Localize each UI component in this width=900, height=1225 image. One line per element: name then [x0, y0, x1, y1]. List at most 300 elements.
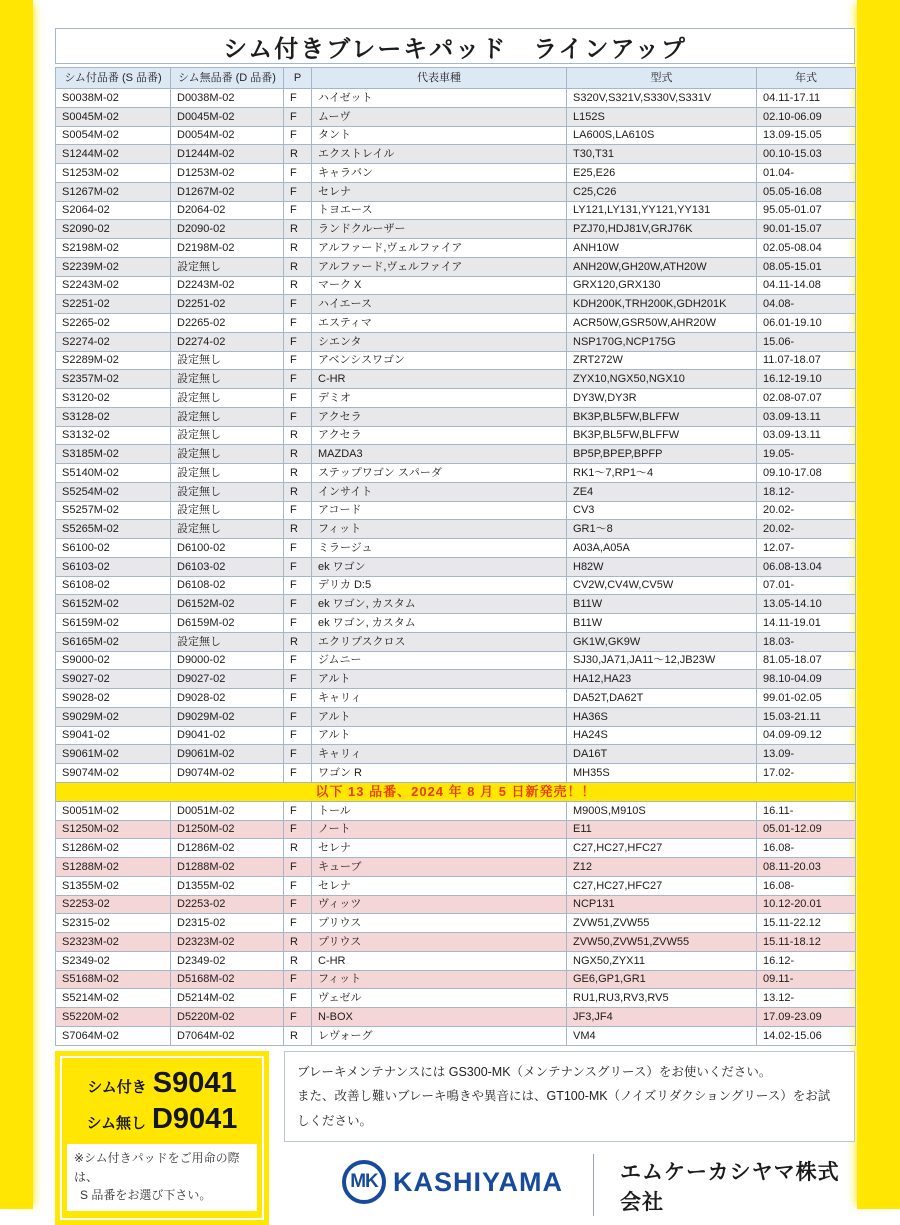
cell-position: R: [284, 951, 312, 970]
table-row: [56, 276, 856, 295]
cell-d-part: D5214M-02: [171, 989, 284, 1008]
cell-d-part: D2349-02: [171, 951, 284, 970]
cell-vehicle: アベンシスワゴン: [312, 351, 567, 370]
cell-year: 12.07-: [757, 539, 856, 558]
cell-model: H82W: [567, 557, 757, 576]
cell-position: F: [284, 539, 312, 558]
cell-vehicle: デミオ: [312, 389, 567, 408]
cell-model: ANH10W: [567, 239, 757, 258]
cell-d-part: D0038M-02: [171, 89, 284, 108]
cell-year: 01.04-: [757, 164, 856, 183]
cell-s-part: S2265-02: [56, 314, 171, 333]
table-row: [56, 689, 856, 708]
table-row: [56, 595, 856, 614]
cell-year: 16.08-: [757, 876, 856, 895]
cell-position: F: [284, 389, 312, 408]
cell-model: ZVW51,ZVW55: [567, 914, 757, 933]
cell-d-part: D2090-02: [171, 220, 284, 239]
cell-position: R: [284, 839, 312, 858]
cell-position: F: [284, 707, 312, 726]
cell-d-part: 設定無し: [171, 351, 284, 370]
cell-vehicle: アルト: [312, 670, 567, 689]
cell-position: R: [284, 257, 312, 276]
table-row: [56, 182, 856, 201]
mk-kashiyama-logo: [342, 1160, 563, 1204]
cell-vehicle: ジムニー: [312, 651, 567, 670]
cell-position: F: [284, 989, 312, 1008]
cell-vehicle: ワゴン R: [312, 764, 567, 783]
cell-position: R: [284, 464, 312, 483]
cell-year: 18.03-: [757, 632, 856, 651]
cell-year: 09.11-: [757, 970, 856, 989]
page-title: シム付きブレーキパッド ラインアップ: [55, 28, 855, 64]
with-shim-code: S9041: [152, 1067, 237, 1099]
cell-year: 04.08-: [757, 295, 856, 314]
cell-position: F: [284, 407, 312, 426]
cell-vehicle: アクセラ: [312, 407, 567, 426]
cell-position: R: [284, 933, 312, 952]
cell-s-part: S9041-02: [56, 726, 171, 745]
cell-d-part: D1355M-02: [171, 876, 284, 895]
table-row: [56, 370, 856, 389]
cell-d-part: D2243M-02: [171, 276, 284, 295]
cell-model: GK1W,GK9W: [567, 632, 757, 651]
cell-d-part: D6159M-02: [171, 614, 284, 633]
cell-model: B11W: [567, 595, 757, 614]
lineup-table: [55, 67, 856, 1046]
table-row: [56, 107, 856, 126]
cell-position: F: [284, 764, 312, 783]
footer-right-column: [284, 1051, 855, 1225]
cell-s-part: S6152M-02: [56, 595, 171, 614]
cell-s-part: S3185M-02: [56, 445, 171, 464]
cell-position: R: [284, 220, 312, 239]
cell-position: R: [284, 632, 312, 651]
table-row: [56, 164, 856, 183]
cell-position: F: [284, 1008, 312, 1027]
cell-d-part: D9074M-02: [171, 764, 284, 783]
kashiyama-logo-text: KASHIYAMA: [393, 1166, 564, 1197]
cell-position: F: [284, 651, 312, 670]
cell-vehicle: ヴェゼル: [312, 989, 567, 1008]
cell-d-part: 設定無し: [171, 426, 284, 445]
cell-s-part: S9061M-02: [56, 745, 171, 764]
cell-model: HA24S: [567, 726, 757, 745]
cell-d-part: D9000-02: [171, 651, 284, 670]
cell-model: BK3P,BL5FW,BLFFW: [567, 426, 757, 445]
cell-year: 17.02-: [757, 764, 856, 783]
table-row: [56, 1026, 856, 1045]
cell-year: 98.10-04.09: [757, 670, 856, 689]
cell-s-part: S3120-02: [56, 389, 171, 408]
cell-d-part: D1267M-02: [171, 182, 284, 201]
cell-position: F: [284, 332, 312, 351]
cell-vehicle: ランドクルーザー: [312, 220, 567, 239]
header-model: 型式: [567, 68, 757, 89]
cell-model: A03A,A05A: [567, 539, 757, 558]
cell-position: R: [284, 145, 312, 164]
cell-year: 06.01-19.10: [757, 314, 856, 333]
cell-model: B11W: [567, 614, 757, 633]
shim-note-line2: S 品番をお選び下さい。: [80, 1188, 212, 1203]
cell-position: F: [284, 295, 312, 314]
cell-s-part: S1253M-02: [56, 164, 171, 183]
cell-s-part: S2064-02: [56, 201, 171, 220]
cell-model: RU1,RU3,RV3,RV5: [567, 989, 757, 1008]
cell-vehicle: アコード: [312, 501, 567, 520]
table-row: [56, 520, 856, 539]
shim-part-number-inner: [60, 1056, 264, 1220]
cell-s-part: S2251-02: [56, 295, 171, 314]
cell-vehicle: アクセラ: [312, 426, 567, 445]
cell-vehicle: ステップワゴン スパーダ: [312, 464, 567, 483]
cell-year: 06.08-13.04: [757, 557, 856, 576]
cell-model: DA52T,DA62T: [567, 689, 757, 708]
table-row: [56, 501, 856, 520]
cell-year: 04.11-14.08: [757, 276, 856, 295]
table-row: [56, 801, 856, 820]
table-row: [56, 876, 856, 895]
cell-year: 16.12-19.10: [757, 370, 856, 389]
cell-s-part: S2274-02: [56, 332, 171, 351]
cell-year: 09.10-17.08: [757, 464, 856, 483]
shim-note: [67, 1144, 257, 1211]
cell-vehicle: ムーヴ: [312, 107, 567, 126]
mk-logo-letters: MK: [350, 1171, 378, 1193]
cell-vehicle: エクストレイル: [312, 145, 567, 164]
cell-position: F: [284, 576, 312, 595]
cell-position: F: [284, 726, 312, 745]
cell-vehicle: タント: [312, 126, 567, 145]
page-border-left: [0, 0, 33, 1209]
cell-model: DY3W,DY3R: [567, 389, 757, 408]
cell-position: F: [284, 858, 312, 877]
cell-model: S320V,S321V,S330V,S331V: [567, 89, 757, 108]
cell-s-part: S5168M-02: [56, 970, 171, 989]
cell-d-part: D5168M-02: [171, 970, 284, 989]
cell-year: 20.02-: [757, 501, 856, 520]
cell-vehicle: アルファード,ヴェルファイア: [312, 239, 567, 258]
cell-model: C27,HC27,HFC27: [567, 876, 757, 895]
cell-position: F: [284, 89, 312, 108]
cell-year: 18.12-: [757, 482, 856, 501]
cell-vehicle: C-HR: [312, 370, 567, 389]
cell-year: 05.05-16.08: [757, 182, 856, 201]
cell-position: F: [284, 182, 312, 201]
cell-model: CV3: [567, 501, 757, 520]
cell-s-part: S6165M-02: [56, 632, 171, 651]
cell-d-part: D2274-02: [171, 332, 284, 351]
table-row: [56, 332, 856, 351]
cell-d-part: D1244M-02: [171, 145, 284, 164]
cell-s-part: S7064M-02: [56, 1026, 171, 1045]
cell-d-part: 設定無し: [171, 501, 284, 520]
cell-model: ACR50W,GSR50W,AHR20W: [567, 314, 757, 333]
cell-d-part: D2064-02: [171, 201, 284, 220]
with-shim-line: [87, 1067, 236, 1100]
footer-divider: [593, 1154, 594, 1216]
cell-year: 16.11-: [757, 801, 856, 820]
cell-vehicle: キャリィ: [312, 689, 567, 708]
cell-vehicle: アルト: [312, 726, 567, 745]
cell-d-part: D1253M-02: [171, 164, 284, 183]
cell-s-part: S1288M-02: [56, 858, 171, 877]
cell-d-part: D9028-02: [171, 689, 284, 708]
cell-model: KDH200K,TRH200K,GDH201K: [567, 295, 757, 314]
cell-year: 02.10-06.09: [757, 107, 856, 126]
cell-d-part: D2253-02: [171, 895, 284, 914]
cell-vehicle: シエンタ: [312, 332, 567, 351]
without-shim-label: シム無し: [86, 1115, 146, 1132]
maintenance-info-box: [284, 1051, 855, 1142]
cell-vehicle: キャラバン: [312, 164, 567, 183]
cell-d-part: D2251-02: [171, 295, 284, 314]
table-row: [56, 314, 856, 333]
cell-s-part: S6100-02: [56, 539, 171, 558]
new-release-banner: [56, 782, 856, 801]
cell-s-part: S2090-02: [56, 220, 171, 239]
table-row: [56, 576, 856, 595]
cell-d-part: D9027-02: [171, 670, 284, 689]
cell-s-part: S1250M-02: [56, 820, 171, 839]
cell-d-part: D5220M-02: [171, 1008, 284, 1027]
cell-s-part: S9027-02: [56, 670, 171, 689]
header-s-part: シム付品番 (S 品番): [56, 68, 171, 89]
company-name: エムケーカシヤマ株式会社: [620, 1161, 840, 1215]
cell-d-part: D6100-02: [171, 539, 284, 558]
cell-year: 90.01-15.07: [757, 220, 856, 239]
cell-vehicle: セレナ: [312, 182, 567, 201]
shim-note-line1: ※シム付きパッドをご用命の際は、: [74, 1151, 240, 1184]
cell-year: 17.09-23.09: [757, 1008, 856, 1027]
cell-d-part: 設定無し: [171, 389, 284, 408]
cell-vehicle: ノート: [312, 820, 567, 839]
cell-year: 02.05-08.04: [757, 239, 856, 258]
cell-vehicle: ek ワゴン, カスタム: [312, 614, 567, 633]
cell-year: 03.09-13.11: [757, 426, 856, 445]
cell-s-part: S5214M-02: [56, 989, 171, 1008]
cell-year: 08.05-15.01: [757, 257, 856, 276]
table-row: [56, 670, 856, 689]
cell-year: 03.09-13.11: [757, 407, 856, 426]
cell-model: PZJ70,HDJ81V,GRJ76K: [567, 220, 757, 239]
cell-position: F: [284, 557, 312, 576]
cell-model: NGX50,ZYX11: [567, 951, 757, 970]
cell-vehicle: セレナ: [312, 876, 567, 895]
cell-position: F: [284, 501, 312, 520]
cell-vehicle: ヴィッツ: [312, 895, 567, 914]
table-row: [56, 970, 856, 989]
cell-position: F: [284, 914, 312, 933]
cell-s-part: S9074M-02: [56, 764, 171, 783]
cell-vehicle: アルト: [312, 707, 567, 726]
cell-d-part: D2198M-02: [171, 239, 284, 258]
cell-s-part: S1267M-02: [56, 182, 171, 201]
cell-year: 11.07-18.07: [757, 351, 856, 370]
cell-year: 13.12-: [757, 989, 856, 1008]
cell-year: 81.05-18.07: [757, 651, 856, 670]
cell-vehicle: エスティマ: [312, 314, 567, 333]
cell-position: R: [284, 520, 312, 539]
cell-model: LA600S,LA610S: [567, 126, 757, 145]
cell-vehicle: ek ワゴン: [312, 557, 567, 576]
cell-d-part: 設定無し: [171, 257, 284, 276]
cell-vehicle: ハイエース: [312, 295, 567, 314]
cell-year: 04.11-17.11: [757, 89, 856, 108]
cell-vehicle: C-HR: [312, 951, 567, 970]
cell-model: BP5P,BPEP,BPFP: [567, 445, 757, 464]
cell-year: 15.06-: [757, 332, 856, 351]
table-row: [56, 707, 856, 726]
mk-logo-icon: [342, 1160, 386, 1204]
cell-year: 15.11-18.12: [757, 933, 856, 952]
header-year: 年式: [757, 68, 856, 89]
cell-s-part: S3128-02: [56, 407, 171, 426]
cell-year: 04.09-09.12: [757, 726, 856, 745]
cell-s-part: S2315-02: [56, 914, 171, 933]
table-row: [56, 632, 856, 651]
cell-s-part: S6103-02: [56, 557, 171, 576]
table-row: [56, 445, 856, 464]
maintenance-info-line1: ブレーキメンテナンスには GS300-MK（メンテナンスグリース）をお使いください。: [297, 1065, 772, 1079]
cell-model: C27,HC27,HFC27: [567, 839, 757, 858]
cell-position: F: [284, 895, 312, 914]
cell-s-part: S0051M-02: [56, 801, 171, 820]
cell-vehicle: トール: [312, 801, 567, 820]
cell-year: 13.09-: [757, 745, 856, 764]
table-row: [56, 614, 856, 633]
cell-year: 99.01-02.05: [757, 689, 856, 708]
table-row: [56, 126, 856, 145]
cell-vehicle: プリウス: [312, 933, 567, 952]
cell-d-part: D1286M-02: [171, 839, 284, 858]
cell-s-part: S1286M-02: [56, 839, 171, 858]
cell-s-part: S2243M-02: [56, 276, 171, 295]
cell-s-part: S6159M-02: [56, 614, 171, 633]
cell-year: 13.05-14.10: [757, 595, 856, 614]
with-shim-label: シム付き: [87, 1079, 147, 1096]
cell-position: R: [284, 239, 312, 258]
table-row: [56, 257, 856, 276]
cell-year: 10.12-20.01: [757, 895, 856, 914]
header-vehicle: 代表車種: [312, 68, 567, 89]
table-row: [56, 651, 856, 670]
cell-position: F: [284, 970, 312, 989]
cell-s-part: S2239M-02: [56, 257, 171, 276]
cell-position: F: [284, 801, 312, 820]
table-row: [56, 482, 856, 501]
table-row: [56, 201, 856, 220]
cell-d-part: 設定無し: [171, 407, 284, 426]
table-row: [56, 820, 856, 839]
cell-model: GRX120,GRX130: [567, 276, 757, 295]
cell-position: F: [284, 876, 312, 895]
cell-year: 02.08-07.07: [757, 389, 856, 408]
cell-s-part: S0045M-02: [56, 107, 171, 126]
cell-vehicle: フィット: [312, 520, 567, 539]
cell-d-part: D0051M-02: [171, 801, 284, 820]
cell-year: 15.11-22.12: [757, 914, 856, 933]
cell-position: R: [284, 1026, 312, 1045]
maintenance-info-line2: また、改善し難いブレーキ鳴きや異音には、GT100-MK（ノイズリダクショングリース）をお試しください。: [297, 1089, 831, 1128]
table-row: [56, 895, 856, 914]
table-row: [56, 407, 856, 426]
cell-vehicle: ミラージュ: [312, 539, 567, 558]
cell-s-part: S5140M-02: [56, 464, 171, 483]
cell-s-part: S1244M-02: [56, 145, 171, 164]
cell-model: ZE4: [567, 482, 757, 501]
cell-position: F: [284, 595, 312, 614]
cell-vehicle: デリカ D:5: [312, 576, 567, 595]
cell-position: F: [284, 107, 312, 126]
cell-s-part: S1355M-02: [56, 876, 171, 895]
cell-model: BK3P,BL5FW,BLFFW: [567, 407, 757, 426]
table-row: [56, 989, 856, 1008]
cell-d-part: 設定無し: [171, 482, 284, 501]
cell-s-part: S5254M-02: [56, 482, 171, 501]
cell-vehicle: キャリィ: [312, 745, 567, 764]
cell-position: R: [284, 482, 312, 501]
cell-position: F: [284, 745, 312, 764]
cell-position: F: [284, 670, 312, 689]
bottom-section: [55, 1051, 855, 1225]
cell-d-part: D2265-02: [171, 314, 284, 333]
cell-position: F: [284, 370, 312, 389]
cell-s-part: S9029M-02: [56, 707, 171, 726]
cell-vehicle: MAZDA3: [312, 445, 567, 464]
cell-d-part: 設定無し: [171, 520, 284, 539]
table-row: [56, 89, 856, 108]
cell-d-part: D1288M-02: [171, 858, 284, 877]
cell-s-part: S9028-02: [56, 689, 171, 708]
cell-d-part: D6103-02: [171, 557, 284, 576]
cell-vehicle: フィット: [312, 970, 567, 989]
cell-position: R: [284, 426, 312, 445]
cell-s-part: S5220M-02: [56, 1008, 171, 1027]
cell-vehicle: アルファード,ヴェルファイア: [312, 257, 567, 276]
cell-d-part: D9061M-02: [171, 745, 284, 764]
header-position: P: [284, 68, 312, 89]
table-row: [56, 539, 856, 558]
cell-model: C25,C26: [567, 182, 757, 201]
cell-s-part: S2253-02: [56, 895, 171, 914]
cell-model: ZYX10,NGX50,NGX10: [567, 370, 757, 389]
cell-model: LY121,LY131,YY121,YY131: [567, 201, 757, 220]
cell-year: 05.01-12.09: [757, 820, 856, 839]
table-row: [56, 145, 856, 164]
cell-position: F: [284, 164, 312, 183]
cell-model: ZVW50,ZVW51,ZVW55: [567, 933, 757, 952]
cell-position: F: [284, 820, 312, 839]
cell-d-part: D6152M-02: [171, 595, 284, 614]
cell-s-part: S5257M-02: [56, 501, 171, 520]
cell-s-part: S2357M-02: [56, 370, 171, 389]
cell-d-part: D0045M-02: [171, 107, 284, 126]
cell-model: E25,E26: [567, 164, 757, 183]
table-row: [56, 295, 856, 314]
cell-model: MH35S: [567, 764, 757, 783]
cell-position: F: [284, 351, 312, 370]
shim-part-number-box: [55, 1051, 269, 1225]
cell-s-part: S0054M-02: [56, 126, 171, 145]
cell-vehicle: キューブ: [312, 858, 567, 877]
cell-vehicle: ek ワゴン, カスタム: [312, 595, 567, 614]
cell-model: NSP170G,NCP175G: [567, 332, 757, 351]
cell-s-part: S3132-02: [56, 426, 171, 445]
cell-s-part: S9000-02: [56, 651, 171, 670]
cell-position: F: [284, 126, 312, 145]
table-row: [56, 839, 856, 858]
